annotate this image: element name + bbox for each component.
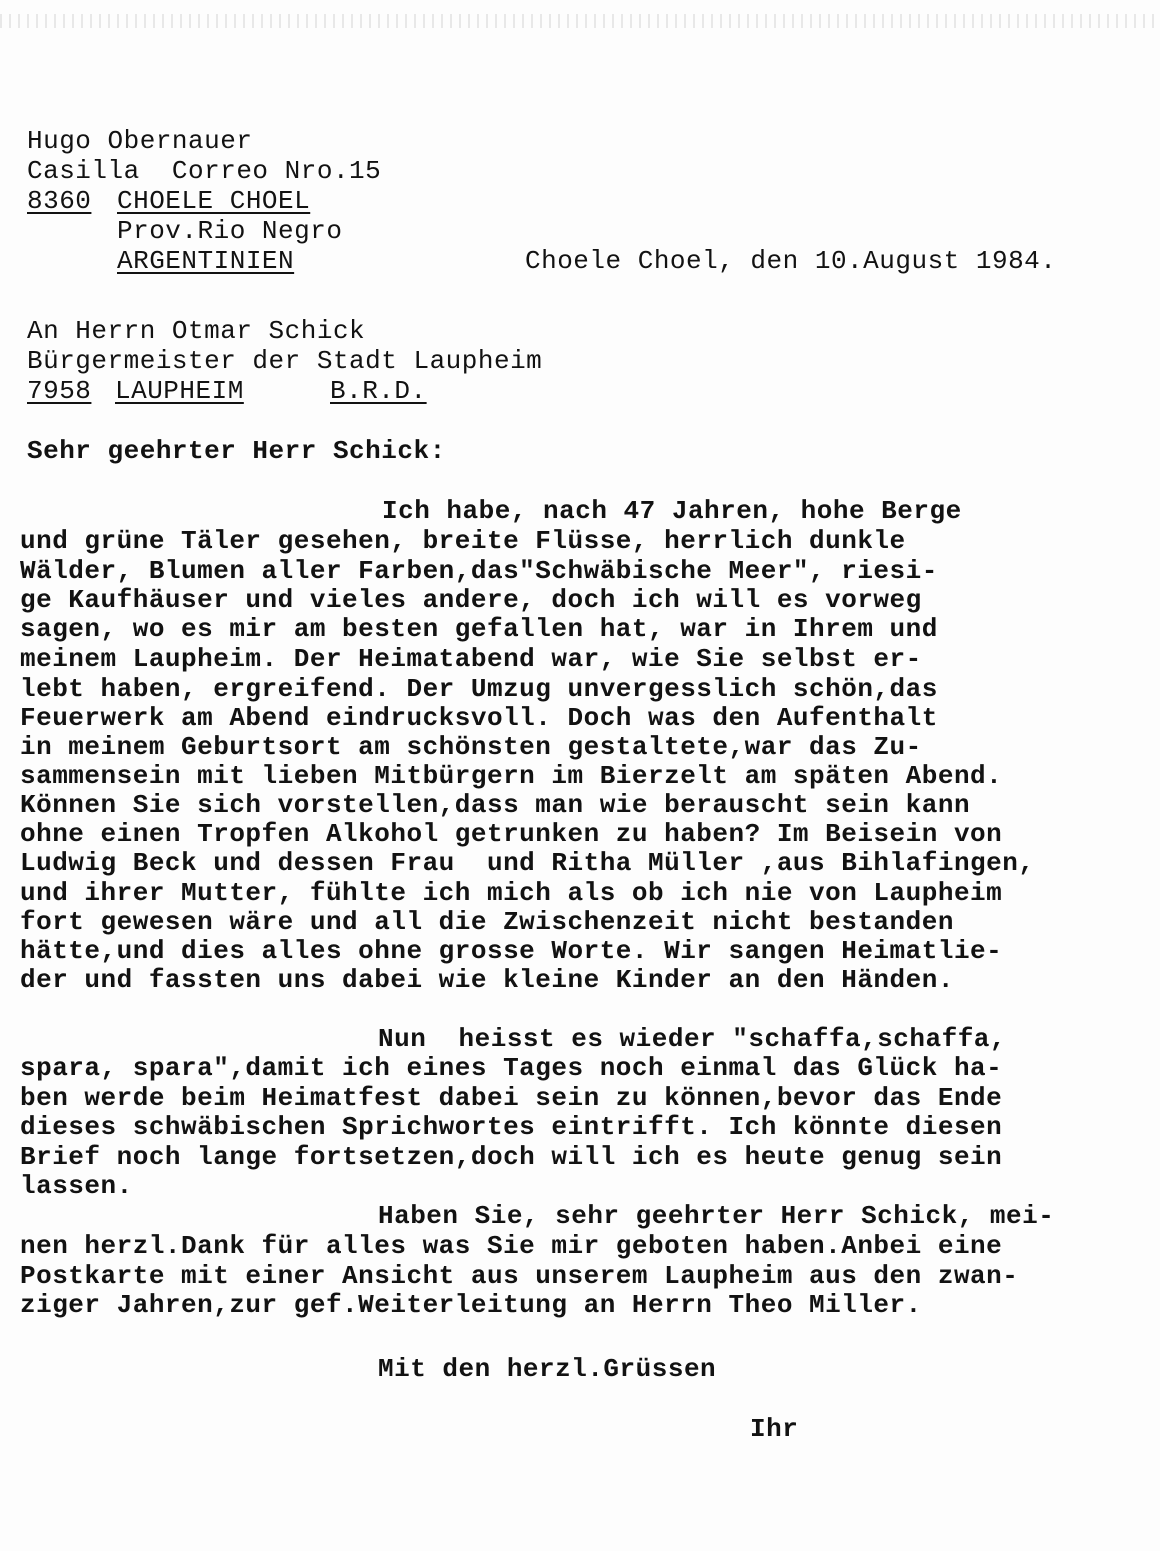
sender-country: ARGENTINIEN	[117, 246, 295, 276]
p1-line: Ludwig Beck und dessen Frau und Ritha Müller ,aus Bihlafingen,	[20, 848, 1035, 878]
p3-line: ziger Jahren,zur gef.Weiterleitung an Herrn Theo Miller.	[20, 1290, 922, 1320]
p1-line: fort gewesen wäre und all die Zwischenzeit nicht bestanden	[20, 907, 954, 937]
p1-line: der und fassten uns dabei wie kleine Kinder an den Händen.	[20, 965, 954, 995]
signoff: Ihr	[750, 1414, 799, 1444]
sender-name: Hugo Obernauer	[27, 126, 253, 156]
p2-line: Nun heisst es wieder "schaffa,schaffa,	[378, 1024, 1006, 1054]
recipient-postcode: 7958	[27, 376, 92, 406]
p1-line: Wälder, Blumen aller Farben,das"Schwäbische Meer", riesi-	[20, 556, 938, 586]
p1-line: Feuerwerk am Abend eindrucksvoll. Doch was den Aufenthalt	[20, 703, 938, 733]
date-line: Choele Choel, den 10.August 1984.	[525, 246, 1057, 276]
p3-line: nen herzl.Dank für alles was Sie mir geboten haben.Anbei eine	[20, 1231, 1003, 1261]
salutation: Sehr geehrter Herr Schick:	[27, 436, 446, 466]
p1-line: ge Kaufhäuser und vieles andere, doch ich will es vorweg	[20, 585, 922, 615]
sender-province: Prov.Rio Negro	[117, 216, 343, 246]
sender-city: CHOELE CHOEL	[117, 186, 311, 216]
p2-line: dieses schwäbischen Sprichwortes eintrifft. Ich könnte diesen	[20, 1112, 1003, 1142]
p1-line: ohne einen Tropfen Alkohol getrunken zu haben? Im Beisein von	[20, 819, 1003, 849]
p1-line: in meinem Geburtsort am schönsten gestaltete,war das Zu-	[20, 732, 922, 762]
sender-postcode: 8360	[27, 186, 92, 216]
recipient-city: LAUPHEIM	[115, 376, 244, 406]
p3-line: Postkarte mit einer Ansicht aus unserem Laupheim aus den zwan-	[20, 1261, 1019, 1291]
p3-line: Haben Sie, sehr geehrter Herr Schick, mei-	[378, 1201, 1055, 1231]
p1-line: und grüne Täler gesehen, breite Flüsse, herrlich dunkle	[20, 526, 906, 556]
p1-line: und ihrer Mutter, fühlte ich mich als ob ich nie von Laupheim	[20, 878, 1003, 908]
p1-line: lebt haben, ergreifend. Der Umzug unvergesslich schön,das	[20, 674, 938, 704]
recipient-line2: Bürgermeister der Stadt Laupheim	[27, 346, 543, 376]
recipient-country: B.R.D.	[330, 376, 427, 406]
p2-line: spara, spara",damit ich eines Tages noch einmal das Glück ha-	[20, 1053, 1003, 1083]
p1-line: meinem Laupheim. Der Heimatabend war, wie Sie selbst er-	[20, 644, 922, 674]
p2-line: Brief noch lange fortsetzen,doch will ich es heute genug sein	[20, 1142, 1003, 1172]
p1-line: hätte,und dies alles ohne grosse Worte. Wir sangen Heimatlie-	[20, 936, 1003, 966]
recipient-line1: An Herrn Otmar Schick	[27, 316, 366, 346]
p2-line: ben werde beim Heimatfest dabei sein zu können,bevor das Ende	[20, 1083, 1003, 1113]
p2-line: lassen.	[20, 1171, 133, 1201]
p1-line: Können Sie sich vorstellen,dass man wie berauscht sein kann	[20, 790, 971, 820]
sender-address: Casilla Correo Nro.15	[27, 156, 382, 186]
p1-line: sammensein mit lieben Mitbürgern im Bierzelt am späten Abend.	[20, 761, 1003, 791]
closing: Mit den herzl.Grüssen	[378, 1354, 717, 1384]
p1-line: Ich habe, nach 47 Jahren, hohe Berge	[382, 496, 962, 526]
p1-line: sagen, wo es mir am besten gefallen hat, war in Ihrem und	[20, 614, 938, 644]
scan-artifact	[0, 14, 1160, 28]
